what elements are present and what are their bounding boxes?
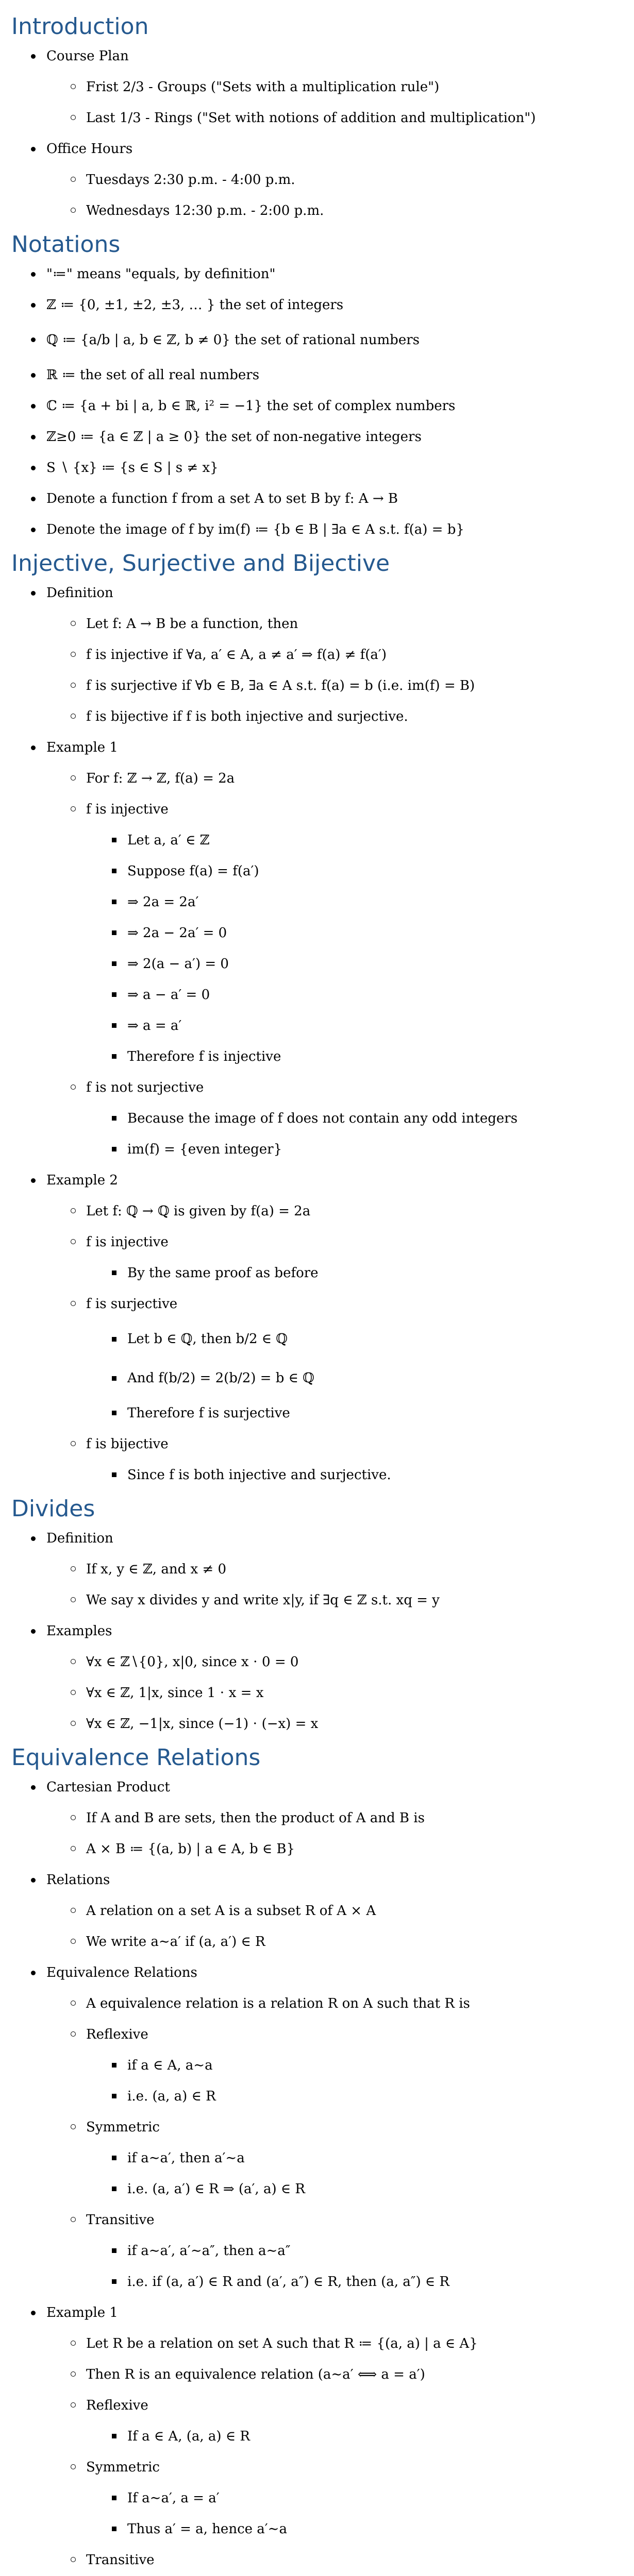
list-item: A × B ≔ {(a, b) | a ∈ A, b ∈ B} [11, 1834, 634, 1865]
section-equivalence-relations [11, 1743, 634, 2576]
list-item: ∀x ∈ ℤ, −1|x, since (−1) ⋅ (−x) = x [11, 1708, 634, 1739]
list-item: Symmetric [11, 2112, 634, 2143]
list-item: ℚ ≔ {a/b | a, b ∈ ℤ, b ≠ 0} the set of rational numbers [11, 320, 634, 360]
section-heading: Equivalence Relations [11, 1744, 261, 1771]
list-item: "≔" means "equals, by definition" [11, 259, 634, 290]
list-item: Let b ∈ ℚ, then b/2 ∈ ℚ [11, 1319, 634, 1359]
list-item: Let R be a relation on set A such that R ≔ {(a, a) | a ∈ A} [11, 2328, 634, 2359]
list-item: Suppose f(a) = f(a′) [11, 856, 634, 887]
list-item: Symmetric [11, 2452, 634, 2483]
list-item: ∀x ∈ ℤ, 1|x, since 1 ⋅ x = x [11, 1677, 634, 1708]
list-item: Denote a function f from a set A to set B by f: A → B [11, 483, 634, 514]
list-item: Then R is an equivalence relation (a∼a′ ⟺ a = a′) [11, 2359, 634, 2390]
bullet-list [11, 578, 634, 1490]
list-item: Reflexive [11, 2019, 634, 2050]
list-item: Because the image of f does not contain any odd integers [11, 1103, 634, 1134]
list-item: ℝ ≔ the set of all real numbers [11, 360, 634, 391]
list-item: If a ∈ A, (a, a) ∈ R [11, 2421, 634, 2452]
list-item: Examples [11, 1616, 634, 1647]
list-item: f is bijective if f is both injective and surjective. [11, 701, 634, 732]
list-item: Let f: ℚ → ℚ is given by f(a) = 2a [11, 1196, 634, 1227]
list-item: Frist 2/3 - Groups ("Sets with a multiplication rule") [11, 72, 634, 103]
list-item: We write a∼a′ if (a, a′) ∈ R [11, 1926, 634, 1957]
list-item: Relations [11, 1865, 634, 1895]
list-item: Last 1/3 - Rings ("Set with notions of addition and multiplication") [11, 103, 634, 133]
section-heading: Injective, Surjective and Bijective [11, 550, 390, 577]
list-item: Let a, a′ ∈ ℤ [11, 825, 634, 856]
list-item: Transitive [11, 2545, 634, 2575]
list-item: If a∼a′, a = a′ [11, 2483, 634, 2514]
list-item: Example 1 [11, 732, 634, 763]
list-item: ⇒ 2(a − a′) = 0 [11, 948, 634, 979]
list-item: Thus a′ = a, hence a′∼a [11, 2514, 634, 2545]
section-heading: Notations [11, 231, 121, 258]
list-item: f is injective if ∀a, a′ ∈ A, a ≠ a′ ⇒ f(a) ≠ f(a′) [11, 639, 634, 670]
section-heading: Introduction [11, 13, 149, 40]
list-item: i.e. if (a, a′) ∈ R and (a′, a″) ∈ R, then (a, a″) ∈ R [11, 2266, 634, 2297]
list-item: i.e. (a, a′) ∈ R ⇒ (a′, a) ∈ R [11, 2174, 634, 2205]
list-item: f is not surjective [11, 1072, 634, 1103]
bullet-list [11, 1523, 634, 1739]
section-introduction [11, 12, 634, 226]
bullet-list [11, 1772, 634, 2576]
list-item: Definition [11, 578, 634, 608]
list-item: Reflexive [11, 2390, 634, 2421]
section-heading: Divides [11, 1496, 95, 1522]
section-divides [11, 1495, 634, 1739]
list-item: Equivalence Relations [11, 1957, 634, 1988]
list-item: Transitive [11, 2205, 634, 2235]
list-item: ⇒ 2a − 2a′ = 0 [11, 918, 634, 948]
list-item: If A and B are sets, then the product of A and B is [11, 1803, 634, 1834]
list-item: We say x divides y and write x|y, if ∃q ∈ ℤ s.t. xq = y [11, 1585, 634, 1616]
list-item: ℤ≥0 ≔ {a ∈ ℤ | a ≥ 0} the set of non-negative integers [11, 421, 634, 452]
list-item: By the same proof as before [11, 1258, 634, 1289]
list-item: i.e. (a, a) ∈ R [11, 2081, 634, 2112]
list-item: S ∖ {x} ≔ {s ∈ S | s ≠ x} [11, 452, 634, 483]
list-item: A relation on a set A is a subset R of A × A [11, 1895, 634, 1926]
bullet-list [11, 41, 634, 226]
list-item: Therefore f is injective [11, 1041, 634, 1072]
list-item: Definition [11, 1523, 634, 1554]
list-item: Since f is both injective and surjective. [11, 1460, 634, 1490]
section-injective-surjective-and-bijective [11, 549, 634, 1490]
list-item: if a ∈ A, a∼a [11, 2050, 634, 2081]
list-item: If x, y ∈ ℤ, and x ≠ 0 [11, 1554, 634, 1585]
list-item: if a∼a′, then a′∼a [11, 2143, 634, 2174]
list-item: A equivalence relation is a relation R on A such that R is [11, 1988, 634, 2019]
list-item: f is injective [11, 794, 634, 825]
list-item: ⇒ a − a′ = 0 [11, 979, 634, 1010]
list-item: Let f: A → B be a function, then [11, 608, 634, 639]
list-item: Wednesdays 12:30 p.m. - 2:00 p.m. [11, 195, 634, 226]
list-item: f is injective [11, 1227, 634, 1258]
list-item: f is surjective if ∀b ∈ B, ∃a ∈ A s.t. f(a) = b (i.e. im(f) = B) [11, 670, 634, 701]
list-item: Therefore f is surjective [11, 1398, 634, 1429]
list-item: ⇒ a = a′ [11, 1010, 634, 1041]
section-notations [11, 230, 634, 545]
list-item: ℂ ≔ {a + bi | a, b ∈ ℝ, i² = −1} the set of complex numbers [11, 391, 634, 421]
list-item: Cartesian Product [11, 1772, 634, 1803]
list-item: if a∼a′, a′∼a″, then a∼a″ [11, 2235, 634, 2266]
list-item: For f: ℤ → ℤ, f(a) = 2a [11, 763, 634, 794]
list-item: ℤ ≔ {0, ±1, ±2, ±3, … } the set of integers [11, 290, 634, 320]
list-item: im(f) = {even integer} [11, 1134, 634, 1165]
list-item: Example 2 [11, 1165, 634, 1196]
list-item: Denote the image of f by im(f) ≔ {b ∈ B | ∃a ∈ A s.t. f(a) = b} [11, 514, 634, 545]
list-item: Example 1 [11, 2297, 634, 2328]
list-item: Course Plan [11, 41, 634, 72]
bullet-list [11, 259, 634, 545]
list-item: f is surjective [11, 1289, 634, 1319]
list-item: Tuesdays 2:30 p.m. - 4:00 p.m. [11, 164, 634, 195]
list-item: ∀x ∈ ℤ∖{0}, x|0, since x ⋅ 0 = 0 [11, 1647, 634, 1677]
list-item: f is bijective [11, 1429, 634, 1460]
list-item: And f(b/2) = 2(b/2) = b ∈ ℚ [11, 1359, 634, 1398]
list-item: Office Hours [11, 133, 634, 164]
list-item: ⇒ 2a = 2a′ [11, 887, 634, 918]
